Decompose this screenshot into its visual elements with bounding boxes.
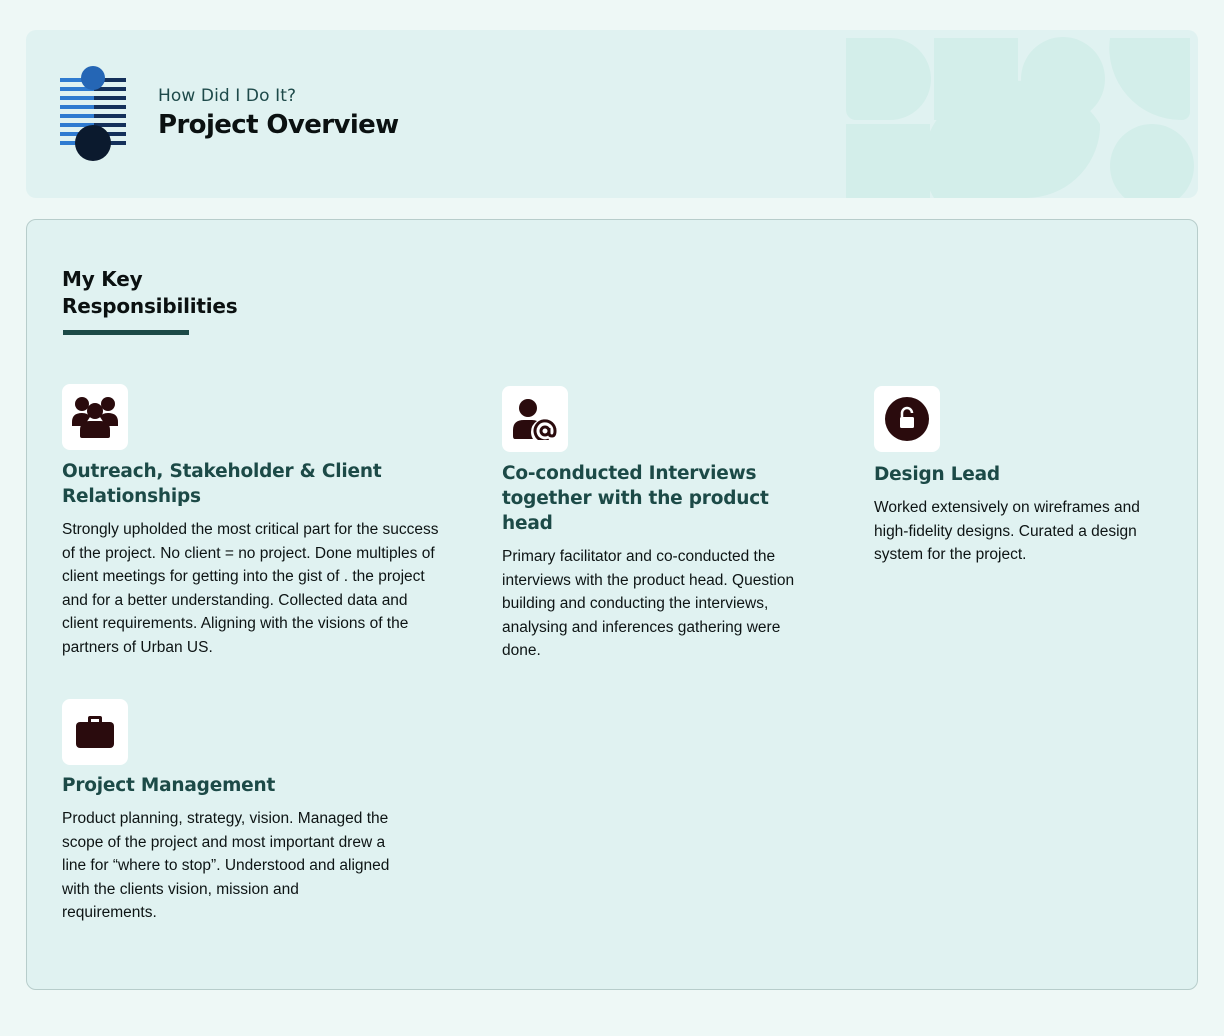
icon-box (62, 384, 128, 450)
responsibility-item (874, 386, 1154, 567)
item-description: Product planning, strategy, vision. Managed the scope of the project and most important drew a line for “where to stop”. Understood and aligned with the clients vision, mission and requirements. (62, 810, 390, 922)
header-eyebrow: How Did I Do It? (158, 86, 297, 106)
header-text (158, 86, 399, 140)
briefcase-icon (76, 716, 114, 748)
section-title: My Key Responsibilities (62, 267, 238, 318)
item-description: Primary facilitator and co-conducted the interviews with the product head. Question building and conducting the interviews, analysing and inferences gathering were done. (502, 548, 795, 660)
unlock-icon (885, 397, 929, 441)
responsibility-item (502, 386, 802, 663)
header-banner (26, 30, 1198, 198)
user-email-icon (513, 398, 557, 440)
item-title: Design Lead (874, 464, 1000, 485)
responsibilities-card (26, 219, 1198, 990)
item-title: Project Management (62, 775, 276, 796)
item-description: Worked extensively on wireframes and high-fidelity designs. Curated a design system for the project. (874, 499, 1140, 564)
responsibility-item (62, 699, 392, 925)
users-group-icon (72, 396, 118, 438)
logo-icon (60, 66, 128, 162)
page-title: Project Overview (158, 110, 399, 140)
icon-box (502, 386, 568, 452)
item-title: Co-conducted Interviews together with the product head (502, 463, 769, 534)
decorative-shapes (844, 30, 1198, 198)
item-title: Outreach, Stakeholder & Client Relationships (62, 461, 382, 507)
item-description: Strongly upholded the most critical part for the success of the project. No client = no project. Done multiples of client meetings for getting into the gist of . the project and for a better understanding. Collected data and client requirements. Aligning with the visions of the partners of Urban US. (62, 521, 439, 656)
responsibility-item (62, 384, 442, 660)
section-title-underline (63, 330, 189, 335)
icon-box (62, 699, 128, 765)
icon-box (874, 386, 940, 452)
